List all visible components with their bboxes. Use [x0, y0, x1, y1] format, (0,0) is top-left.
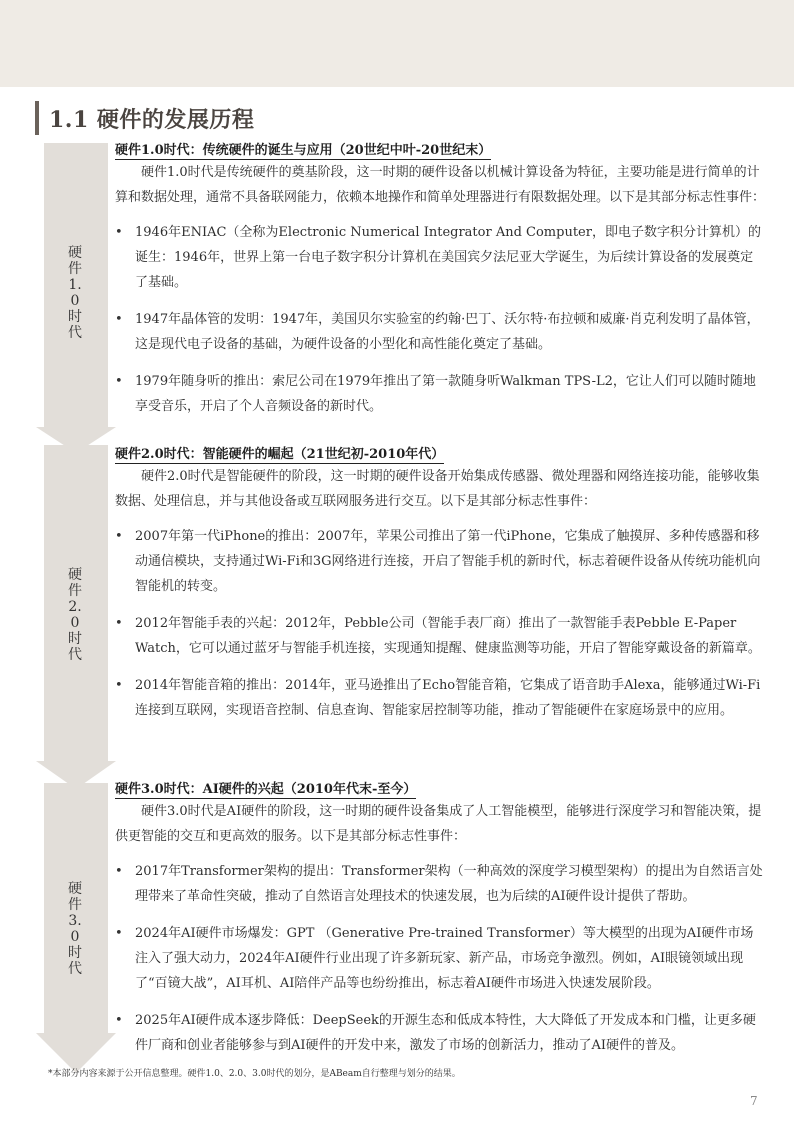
section-title: 1.1 硬件的发展历程 [49, 107, 255, 133]
era-3-intro: 硬件3.0时代是AI硬件的阶段，这一时期的硬件设备集成了人工智能模型，能够进行深度学习和智能决策，提供更智能的交互和更高效的服务。以下是其部分标志性事件： [115, 804, 762, 844]
era-1-intro: 硬件1.0时代是传统硬件的奠基阶段，这一时期的硬件设备以机械计算设备为特征，主要功能是进行简单的计算和数据处理，通常不具备联网能力，依赖本地操作和简单处理器进行有限数据处理。以下是其部分标志性事件： [115, 165, 766, 205]
header-band [0, 0, 794, 87]
list-item: • 2024年AI硬件市场爆发：GPT （Generative Pre-trained Transformer）等大模型的出现为AI硬件市场注入了强大动力，2024年AI硬件行业出现了许多新玩家、新产品，市场竞争激烈。例如，AI眼镜领域出现了“百镜大战”，AI耳机、AI陪伴产品等也纷纷推出，标志着AI硬件市场进入快速发展阶段。 [115, 921, 765, 996]
section-title-accent [35, 101, 39, 135]
era-1-label-text: 硬件1.0时代 [68, 245, 82, 341]
era-2-heading: 硬件2.0时代：智能硬件的崛起（21世纪初-2010年代） [115, 443, 444, 464]
era-3-heading: 硬件3.0时代：AI硬件的兴起（2010年代末-至今） [115, 778, 416, 799]
era-3-events [115, 859, 765, 1058]
era-3-label [66, 881, 84, 977]
list-item: • 2025年AI硬件成本逐步降低：DeepSeek的开源生态和低成本特性，大大降低了开发成本和门槛，让更多硬件厂商和创业者能够参与到AI硬件的开发中来，激发了市场的创新活力，推动了AI硬件的普及。 [115, 1008, 765, 1058]
era-1-section [115, 139, 765, 419]
era-1-label [66, 245, 84, 341]
footnote: *本部分内容来源于公开信息整理。硬件1.0、2.0、3.0时代的划分，是ABeam自行整理与划分的结果。 [48, 1069, 461, 1079]
era-3-section [115, 778, 765, 1058]
era-2-label [66, 567, 84, 663]
list-item: • 2012年智能手表的兴起：2012年，Pebble公司（智能手表厂商）推出了一款智能手表Pebble E-Paper Watch，它可以通过蓝牙与智能手机连接，实现通知提醒、健康监测等功能，开启了智能穿戴设备的新篇章。 [115, 611, 765, 661]
list-item: • 1947年晶体管的发明：1947年，美国贝尔实验室的约翰·巴丁、沃尔特·布拉顿和威廉·肖克利发明了晶体管，这是现代电子设备的基础，为硬件设备的小型化和高性能化奠定了基础。 [115, 307, 765, 357]
era-1-heading: 硬件1.0时代：传统硬件的诞生与应用（20世纪中叶-20世纪末） [115, 139, 491, 160]
list-item: • 1979年随身听的推出：索尼公司在1979年推出了第一款随身听Walkman TPS-L2，它让人们可以随时随地享受音乐，开启了个人音频设备的新时代。 [115, 369, 765, 419]
list-item: • 1946年ENIAC（全称为Electronic Numerical Integrator And Computer，即电子数字积分计算机）的诞生：1946年，世界上第一台电子数字积分计算机在美国宾夕法尼亚大学诞生，为后续计算设备的发展奠定了基础。 [115, 220, 765, 295]
list-item: • 2017年Transformer架构的提出：Transformer架构（一种高效的深度学习模型架构）的提出为自然语言处理带来了革命性突破，推动了自然语言处理技术的快速发展，也为后续的AI硬件设计提供了帮助。 [115, 859, 765, 909]
era-2-section [115, 443, 765, 723]
list-item: • 2007年第一代iPhone的推出：2007年，苹果公司推出了第一代iPhone，它集成了触摸屏、多种传感器和移动通信模块，支持通过Wi-Fi和3G网络进行连接，开启了智能手机的新时代，标志着硬件设备从传统功能机向智能机的转变。 [115, 524, 765, 599]
list-item: • 2014年智能音箱的推出：2014年，亚马逊推出了Echo智能音箱，它集成了语音助手Alexa，能够通过Wi-Fi连接到互联网，实现语音控制、信息查询、智能家居控制等功能，推动了智能硬件在家庭场景中的应用。 [115, 673, 765, 723]
era-2-events [115, 524, 765, 723]
era-2-label-text: 硬件2.0时代 [68, 567, 82, 663]
era-3-label-text: 硬件3.0时代 [68, 881, 82, 977]
page-number: 7 [750, 1094, 758, 1108]
era-2-intro: 硬件2.0时代是智能硬件的阶段，这一时期的硬件设备开始集成传感器、微处理器和网络连接功能，能够收集数据、处理信息，并与其他设备或互联网服务进行交互。以下是其部分标志性事件： [115, 469, 760, 509]
era-1-events [115, 220, 765, 419]
